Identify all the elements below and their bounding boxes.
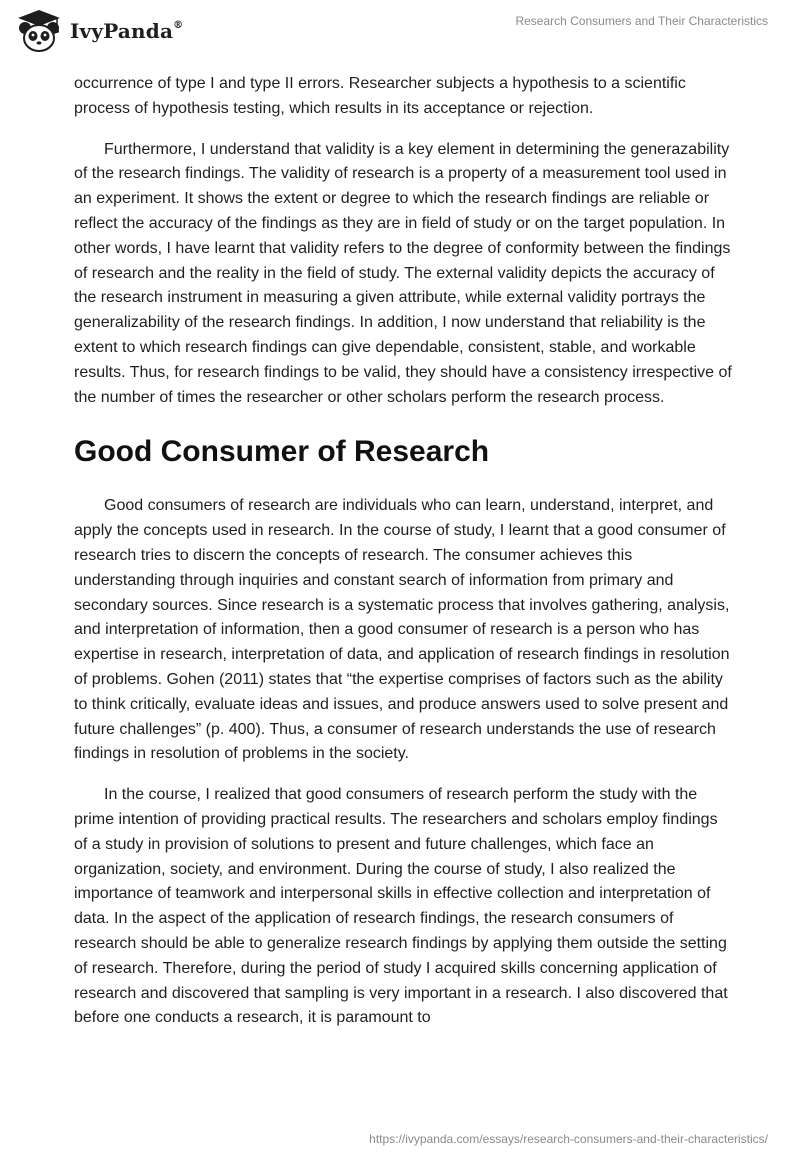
paragraph-course: In the course, I realized that good consumers of research perform the study with the prime intention of providing practical results. The researchers and scholars employ findings of a study in provision of solutions to present and future challenges, which face an organization, society, and environment. During the course of study, I also realized the importance of teamwork and interpersonal skills in effective collection and interpretation of data. In the aspect of the application of research findings, the research consumers of research should be able to generalize research findings by applying them outside the setting of research. Therefore, during the period of study I acquired skills concerning application of research and discovered that sampling is very important in a research. I also discovered that before one conducts a research, it is paramount to (74, 786, 728, 1027)
paragraph-good-consumers: Good consumers of research are individuals who can learn, understand, interpret, and apply the concepts used in research. In the course of study, I learnt that a good consumer of research tries to discern the concepts of research. The consumer achieves this understanding through inquiries and constant search of information from primary and secondary sources. Since research is a systematic process that involves gathering, analysis, and interpretation of information, then a good consumer of research is a person who has expertise in research, interpretation of data, and application of research findings in resolution of problems. Gohen (2011) states that “the expertise comprises of factors such as the ability to think critically, evaluate ideas and issues, and produce answers used to solve present and future challenges” (p. 400). Thus, a consumer of research understands the use of research findings in resolution of problems in the society. (74, 497, 730, 763)
ivypanda-logo[interactable] (14, 8, 183, 54)
paragraph-errors-continued: occurrence of type I and type II errors. Researcher subjects a hypothesis to a scientific process of hypothesis testing, which results in its acceptance or rejection. (74, 75, 686, 117)
document-title: Research Consumers and Their Characteristics (515, 14, 768, 28)
source-url[interactable]: https://ivypanda.com/essays/research-consumers-and-their-characteristics/ (369, 1132, 768, 1146)
page-header (0, 0, 800, 70)
essay-body (74, 72, 734, 1031)
section-heading: Good Consumer of Research (74, 435, 490, 469)
logo-wordmark: IvyPanda® (70, 19, 184, 43)
paragraph-validity: Furthermore, I understand that validity is a key element in determining the generazability of the research findings. The validity of research is a property of a measurement tool used in an experiment. It shows the extent or degree to which the research findings are reliable or reflect the accuracy of the findings as they are in field of study or on the target population. In other words, I have learnt that validity refers to the degree of conformity between the findings of research and the reality in the field of study. The external validity depicts the accuracy of the research instrument in measuring a given attribute, while external validity portrays the generalizability of the research findings. In addition, I now understand that reliability is the extent to which research findings can give dependable, consistent, stable, and workable results. Thus, for research findings to be valid, they should have a consistency irrespective of the number of times the researcher or other scholars perform the research process. (74, 140, 732, 406)
panda-graduation-cap-icon (14, 8, 64, 54)
